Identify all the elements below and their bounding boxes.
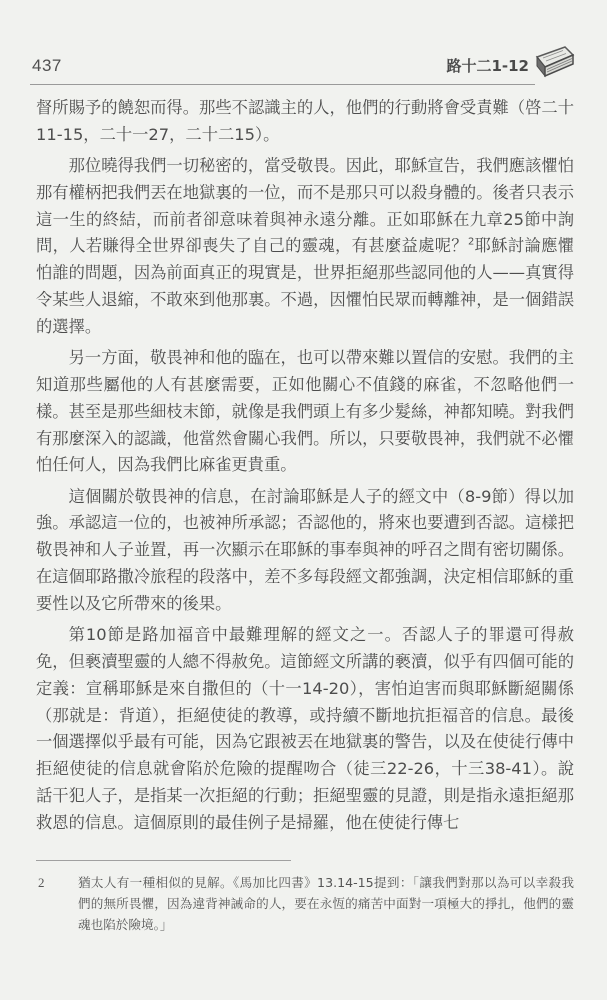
running-head: 路十二1-12 — [446, 57, 529, 75]
page-header — [30, 50, 575, 80]
paragraph-2 — [36, 153, 574, 341]
paragraph-2-text: 那位曉得我們一切秘密的，當受敬畏。因此，耶穌宣告，我們應該懼怕那有權柄把我們丟在地獄裏的一位，而不是那只可以殺身體的。後者只表示這一生的終結，而前者卻意味着與神永遠分離。正如耶穌在九章25節中詢問，人若賺得全世界卻喪失了自己的靈魂，有甚麼益處呢？ — [36, 156, 574, 256]
page-number: 437 — [32, 56, 62, 75]
paragraph-4: 這個關於敬畏神的信息，在討論耶穌是人子的經文中（8-9節）得以加強。承認這一位的，也被神所承認；否認他的，將來也要遭到否認。這樣把敬畏神和人子並置，再一次顯示在耶穌的事奉與神的呼召之間有密切關係。在這個耶路撒冷旅程的段落中，差不多每段經文都強調，決定相信耶穌的重要性以及它所帶來的後果。 — [36, 486, 574, 613]
book-icon — [535, 45, 575, 79]
footnote-number: 2 — [38, 875, 45, 890]
paragraph-2-continued: 耶穌討論應懼怕誰的問題，因為前面真正的現實是，世界拒絕那些認同他的人——真實得令某些人退縮，不敢來到他那裏。不過，因懼怕民眾而轉離神，是一個錯誤的選擇。 — [36, 236, 574, 336]
paragraph-1: 督所賜予的饒恕而得。那些不認識主的人，他們的行動將會受責難（啓二十11-15，二十一27，二十二15）。 — [36, 98, 574, 144]
paragraph-3: 另一方面，敬畏神和他的臨在，也可以帶來難以置信的安慰。我們的主知道那些屬他的人有甚麼需要，正如他關心不值錢的麻雀，不忽略他們一樣。甚至是那些細枝末節，就像是我們頭上有多少髮絲，神都知曉。對我們有那麼深入的認識，他當然會關心我們。所以，只要敬畏神，我們就不必懼怕任何人，因為我們比麻雀更貴重。 — [36, 348, 574, 475]
body-text — [36, 95, 574, 841]
footnote-reference: 2 — [467, 237, 475, 249]
footnote-text: 猶太人有一種相似的見解。《馬加比四書》13.14-15提到：「讓我們對那以為可以幸殺我們的無所畏懼，因為違背神誡命的人，要在永恆的痛苦中面對一項極大的掙扎，他們的靈魂也陷於險境。」 — [78, 875, 574, 932]
footnote — [36, 872, 574, 935]
header-rule — [30, 84, 535, 85]
footnote-rule — [36, 860, 291, 861]
paragraph-5: 第10節是路加福音中最難理解的經文之一。否認人子的罪還可得赦免，但褻瀆聖靈的人總不得赦免。這節經文所講的褻瀆，似乎有四個可能的定義：宣稱耶穌是來自撒但的（十一14-20），害怕迫害而與耶穌斷絕關係（那就是：背道），拒絕使徒的教導，或持續不斷地抗拒福音的信息。最後一個選擇似乎最有可能，因為它跟被丟在地獄裏的警告，以及在使徒行傳中拒絕使徒的信息就會陷於危險的提醒吻合（徒三22-26，十三38-41）。說話干犯人子，是指某一次拒絕的行動；拒絕聖靈的見證，則是指永遠拒絕那救恩的信息。這個原則的最佳例子是掃羅，他在使徒行傳七 — [36, 625, 574, 832]
